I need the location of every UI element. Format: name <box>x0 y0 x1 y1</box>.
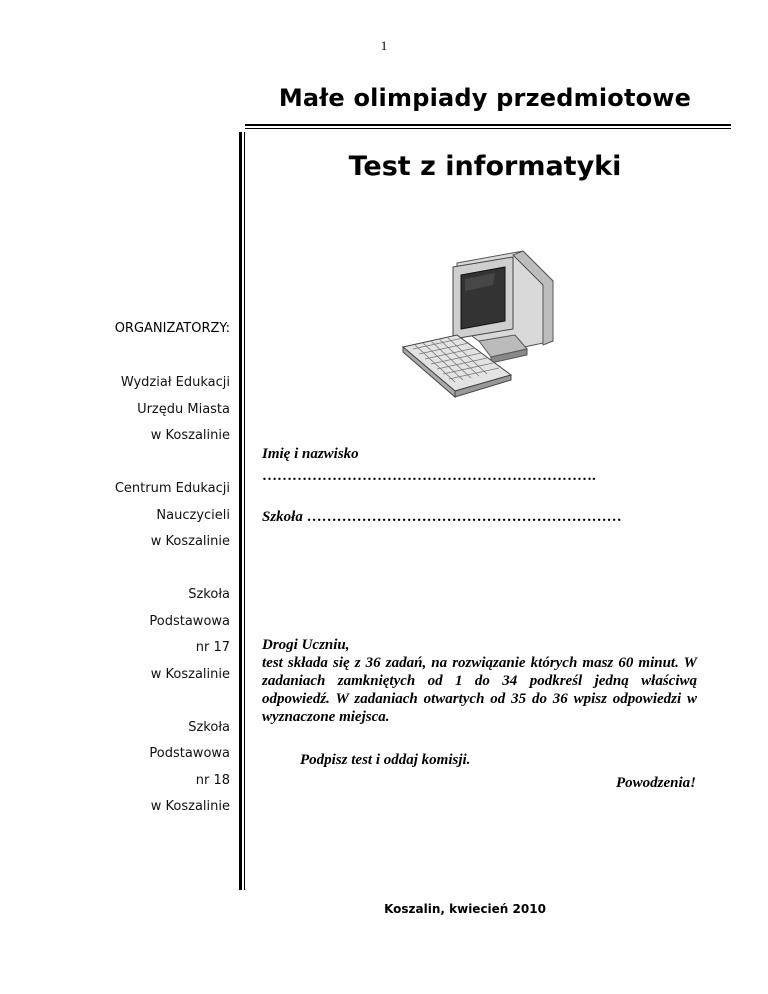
school-field-label: Szkoła <box>262 509 303 525</box>
organizer-line: nr 18 <box>195 772 230 788</box>
title-rule-top <box>245 124 731 126</box>
organizer-line: Podstawowa <box>149 613 230 629</box>
organizer-line: Centrum Edukacji <box>114 481 230 496</box>
school-field[interactable] <box>262 509 622 526</box>
organizer-line: Podstawowa <box>149 746 230 761</box>
organizer-line: w Koszalinie <box>150 666 230 682</box>
title-rule-bottom <box>245 128 731 129</box>
instructions-body: test składa się z 36 zadań, na rozwiązanie których masz 60 minut. W zadaniach zamkniętych od 1 do 34 podkreśl jedną właściwą odpowiedź. W zadaniach otwartych od 35 do 36 wpisz odpowiedzi w wyznaczone miejsca. <box>262 655 697 725</box>
name-field-label: Imię i nazwisko <box>262 446 359 462</box>
organizers-list <box>60 370 230 821</box>
vertical-rule-thin <box>244 132 245 890</box>
page-number: 1 <box>380 38 388 53</box>
test-subtitle: Test z informatyki <box>348 151 622 182</box>
organizer-spacer <box>60 450 230 477</box>
organizer-spacer <box>60 556 230 583</box>
school-field-line[interactable]: ……………………………………………………… <box>306 509 622 525</box>
organizer-line: Urzędu Miasta <box>137 401 230 417</box>
organizers-label: ORGANIZATORZY: <box>114 321 230 336</box>
organizer-line: Nauczycieli <box>156 507 230 523</box>
organizer-line: w Koszalinie <box>150 799 230 814</box>
closing-text: Powodzenia! <box>615 775 696 791</box>
organizer-line: Szkoła <box>188 587 230 602</box>
page-title: Małe olimpiady przedmiotowe <box>278 84 692 112</box>
computer-icon <box>395 245 565 405</box>
sign-note: Podpisz test i oddaj komisji. <box>300 752 471 768</box>
organizer-line: w Koszalinie <box>150 534 230 549</box>
footer-place-date: Koszalin, kwiecień 2010 <box>384 902 546 916</box>
vertical-rule-thick <box>239 132 242 890</box>
organizer-line: w Koszalinie <box>150 428 230 443</box>
organizer-line: nr 17 <box>195 640 230 655</box>
organizer-spacer <box>60 688 230 715</box>
organizer-line: Szkoła <box>188 719 230 735</box>
instructions <box>262 636 697 726</box>
organizer-line: Wydział Edukacji <box>120 375 230 390</box>
name-field-line[interactable]: …………………………………………………………. <box>262 468 596 484</box>
instructions-greeting: Drogi Uczniu, <box>262 637 350 653</box>
